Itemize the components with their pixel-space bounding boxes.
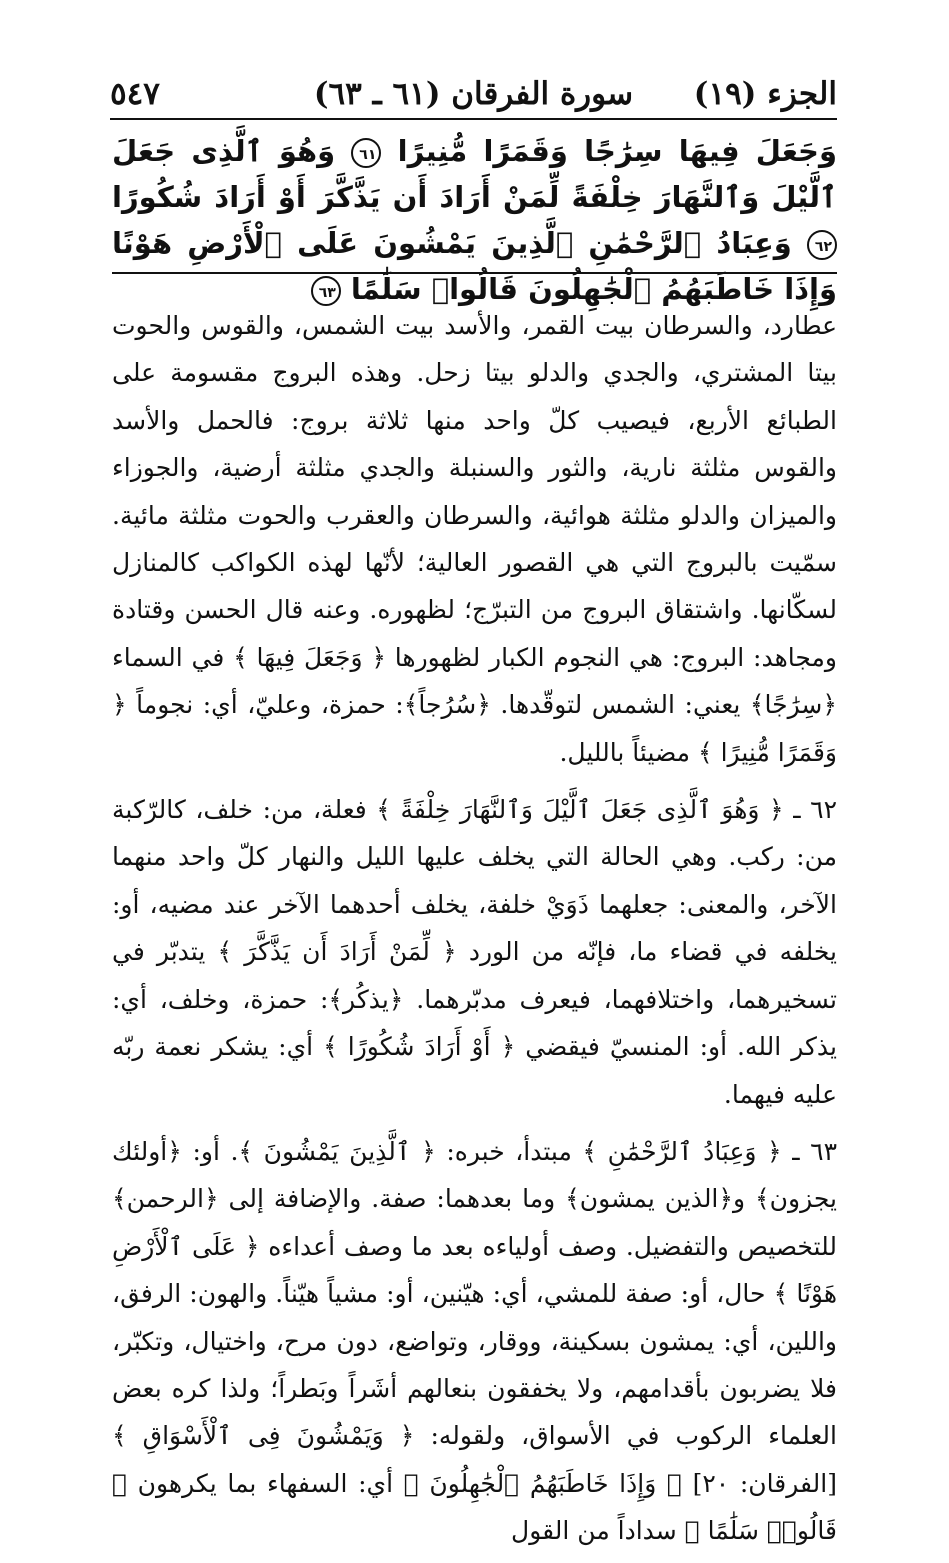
commentary-paragraph-verse-62: ٦٢ ـ ﴿ وَهُوَ ٱلَّذِى جَعَلَ ٱلَّيْلَ وَٱلنَّهَارَ خِلْفَةً ﴾ فعلة، من: خلف، كالرّكبة من: ركب. وهي الحالة التي يخلف عليها الليل والنهار كلّ واحد منهما الآخر، والمعنى: جعلهما ذَوَيْ خلفة، يخلف أحدهما الآخر عند مضيه، أو: يخلفه في قضاء ما، فإنّه من الورد ﴿ لِّمَنْ أَرَادَ أَن يَذَّكَّرَ ﴾ يتدبّر في تسخيرهما، واختلافهما، فيعرف مدبّرهما. ﴿يذكُر﴾: حمزة، وخلف، أي: يذكر الله. أو: المنسيّ فيقضي ﴿ أَوْ أَرَادَ شُكُورًا ﴾ أي: يشكر نعمة ربّه عليه فيهما. <box>112 795 837 1109</box>
header-divider <box>110 118 837 120</box>
page-header <box>110 72 837 122</box>
verse-62-text: وَهُوَ ٱلَّذِى جَعَلَ ٱلَّيْلَ وَٱلنَّهَارَ خِلْفَةً لِّمَنْ أَرَادَ أَن يَذَّكَّرَ أَوْ أَرَادَ شُكُورًا <box>112 134 837 214</box>
verse-63-text: وَعِبَادُ ٱلرَّحْمَٰنِ ٱلَّذِينَ يَمْشُونَ عَلَى ٱلْأَرْضِ هَوْنًا وَإِذَا خَاطَبَهُمُ ٱلْجَٰهِلُونَ قَالُوا۟ سَلَٰمًا <box>112 226 837 306</box>
quran-verses-text <box>112 128 837 312</box>
verses-divider <box>112 272 837 274</box>
quran-verses-block <box>112 128 837 306</box>
verse-61-text: وَجَعَلَ فِيهَا سِرَٰجًا وَقَمَرًا مُّنِيرًا <box>397 134 837 168</box>
page-number: ٥٤٧ <box>110 76 160 112</box>
verse-61-marker: ٦١ <box>351 138 381 168</box>
commentary-paragraph-1: عطارد، والسرطان بيت القمر، والأسد بيت الشمس، والقوس والحوت بيتا المشتري، والجدي والدلو بيتا زحل. وهذه البروج مقسومة على الطبائع الأربع، فيصيب كلّ واحد منها ثلاثة بروج: فالحمل والأسد والقوس مثلثة نارية، والثور والسنبلة والجدي مثلثة أرضية، والجوزاء والميزان والدلو مثلثة هوائية، والسرطان والعقرب والحوت مثلثة مائية. سمّيت بالبروج التي هي القصور العالية؛ لأنّها لهذه الكواكب كالمنازل لسكّانها. واشتقاق البروج من التبرّج؛ لظهوره. وعنه قال الحسن وقتادة ومجاهد: البروج: هي النجوم الكبار لظهورها ﴿ وَجَعَلَ فِيهَا ﴾ في السماء ﴿سِرَٰجًا﴾ يعني: الشمس لتوقّدها. ﴿سُرُجاً﴾: حمزة، وعليّ، أي: نجوماً ﴿ وَقَمَرًا مُّنِيرًا ﴾ مضيئاً بالليل. <box>112 311 837 767</box>
commentary-body <box>112 302 837 1563</box>
juz-label: الجزء (١٩) <box>693 76 837 112</box>
surah-title: سورة الفرقان (٦١ ـ ٦٣) <box>313 76 634 112</box>
commentary-paragraph-verse-63: ٦٣ ـ ﴿ وَعِبَادُ ٱلرَّحْمَٰنِ ﴾ مبتدأ، خبره: ﴿ ٱلَّذِينَ يَمْشُونَ ﴾. أو: ﴿أولئك يجزون﴾ و﴿الذين يمشون﴾ وما بعدهما: صفة. والإضافة إلى ﴿الرحمن﴾ للتخصيص والتفضيل. وصف أولياءه بعد ما وصف أعداءه ﴿ عَلَى ٱلْأَرْضِ هَوْنًا ﴾ حال، أو: صفة للمشي، أي: هيّنين، أو: مشياً هيّناً. والهون: الرفق، واللين، أي: يمشون بسكينة، ووقار، وتواضع، دون مرح، واختيال، وتكبّر، فلا يضربون بأقدامهم، ولا يخفقون بنعالهم أشَراً وبَطراً؛ ولذا كره بعض العلماء الركوب في الأسواق، ولقوله: ﴿ وَيَمْشُونَ فِى ٱلْأَسْوَاقِ ﴾ [الفرقان: ٢٠] ﴿ وَإِذَا خَاطَبَهُمُ ٱلْجَٰهِلُونَ ﴾ أي: السفهاء بما يكرهون ﴿ قَالُوا۟ سَلَٰمًا ﴾ سداداً من القول <box>112 1136 837 1546</box>
verse-62-marker: ٦٢ <box>807 230 837 260</box>
verse-63-marker: ٦٣ <box>311 276 341 306</box>
